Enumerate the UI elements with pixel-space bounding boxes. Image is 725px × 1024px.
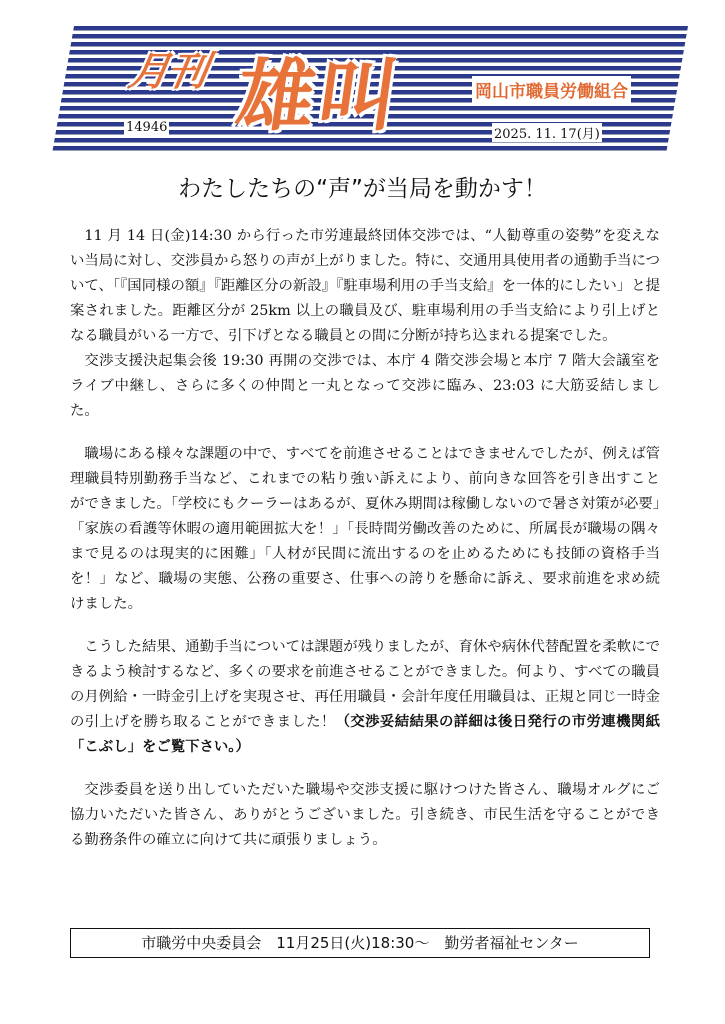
meeting-notice-text: 市職労中央委員会 11月25日(火)18:30～ 勤労者福祉センター xyxy=(141,934,579,952)
paragraph-4 xyxy=(70,635,660,760)
kobushi-note: （交渉妥結結果の詳細は後日発行の市労連機関紙「こぶし」をご覧下さい。） xyxy=(70,714,660,755)
paragraph-4-text: こうした結果、通勤手当については課題が残りましたが、育休や病休代替配置を柔軟にできるよう検討するなど、多くの要求を前進させることができました。何より、すべての職員の月例給・一時金引上げを実現させ、再任用職員・会計年度任用職員は、正規と同じ一時金の引上げを勝ち取ることができました！ xyxy=(70,639,660,730)
paragraph-5: 交渉委員を送り出していただいた職場や交渉支援に駆けつけた皆さん、職場オルグにご協力いただいた皆さん、ありがとうございました。引き続き、市民生活を守ることができる勤務条件の確立に向けて共に頑張りましょう。 xyxy=(70,782,660,848)
masthead-stripe xyxy=(52,146,688,151)
masthead-big-title: 雄叫 xyxy=(230,52,408,142)
masthead-small-title: 月刊 xyxy=(125,49,210,95)
issue-number: 14946 xyxy=(126,120,168,135)
paragraph-3: 職場にある様々な課題の中で、すべてを前進させることはできませんでしたが、例えば管理職員特別勤務手当など、これまでの粘り強い訴えにより、前向きな回答を引き出すことができました。「学校にもクーラーはあるが、夏休み期間は稼働しないので暑さ対策が必要」「家族の看護等休暇の適用範囲拡大を！」「長時間労働改善のために、所属長が職場の隅々まで見るのは現実的に困難」「人材が民間に流出するのを止めるためにも技師の資格手当を！」など、職場の実態、公務の重要さ、仕事への誇りを懸命に訴え、要求前進を求め続けました。 xyxy=(70,446,661,612)
article-body xyxy=(70,224,660,853)
paragraph-2: 交渉支援決起集会後 19:30 再開の交渉では、本庁 4 階交渉会場と本庁 7 階大会議室をライブ中継し、さらに多くの仲間と一丸となって交渉に臨み、23:03 に大筋妥結しました。 xyxy=(70,353,660,419)
union-name: 岡山市職員労働組合 xyxy=(472,76,631,103)
paragraph-1: 11 月 14 日(金)14:30 から行った市労連最終団体交渉では、“人勧尊重の姿勢”を変えない当局に対し、交渉員から怒りの声が上がりました。特に、交通用具使用者の通勤手当について、「『国同様の額』『距離区分の新設』『駐車場利用の手当支給』を一体的にしたい」と提案されました。距離区分が 25km 以上の職員及び、駐車場利用の手当支給により引上げとなる職員がいる一方で、引下げとなる職員との間に分断が持ち込まれる提案でした。 xyxy=(70,228,660,344)
masthead xyxy=(52,26,688,154)
masthead-stripe xyxy=(52,26,688,31)
issue-date: 2025. 11. 17(月) xyxy=(492,123,602,142)
headline: わたしたちの“声”が当局を動かす！ xyxy=(178,176,547,202)
meeting-notice-box xyxy=(70,928,650,958)
